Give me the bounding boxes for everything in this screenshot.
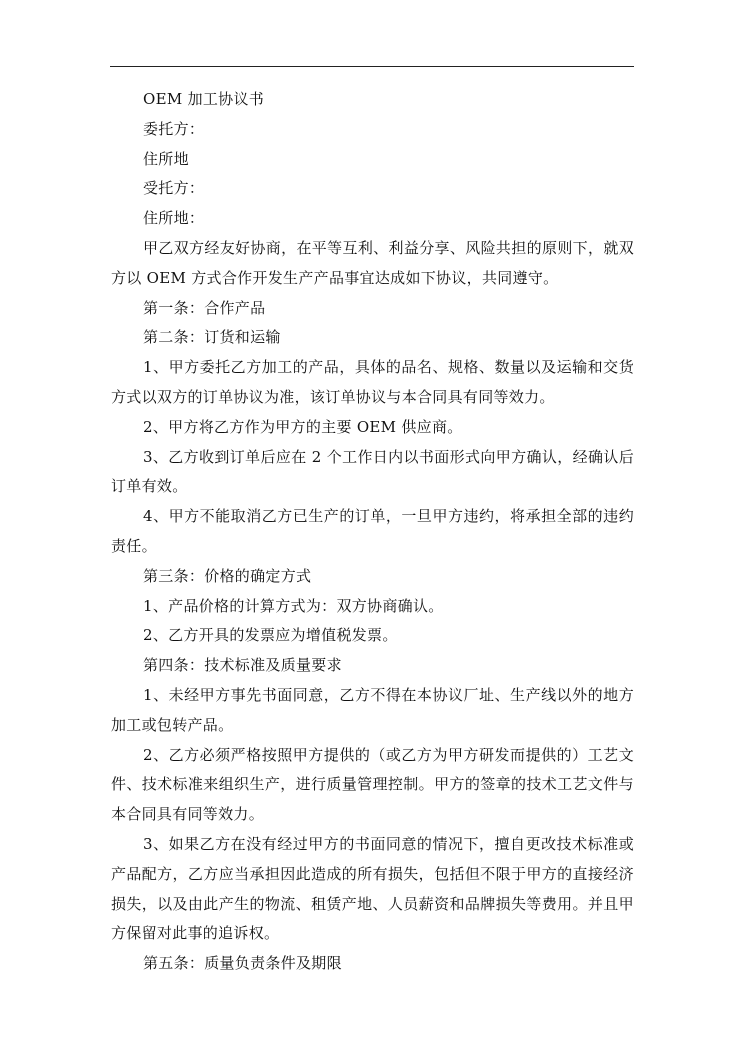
article-5-heading: 第五条：质量负责条件及期限 [143,954,342,973]
article-1-heading: 第一条：合作产品 [143,298,266,317]
article-4-clause-3: 3、如果乙方在没有经过甲方的书面同意的情况下，擅自更改技术标准或产品配方，乙方应当承担因此造成的所有损失，包括但不限于甲方的直接经济损失，以及由此产生的物流、租赁产地、人员薪资和品牌损失等费用。并且甲方保留对此事的追诉权。 [111,834,634,943]
article-4-heading: 第四条：技术标准及质量要求 [143,656,342,675]
article-2-heading: 第二条：订货和运输 [143,328,281,347]
preamble-paragraph: 甲乙双方经友好协商，在平等互利、利益分享、风险共担的原则下，就双方以 OEM 方式合作开发生产产品事宜达成如下协议，共同遵守。 [111,238,634,287]
document-body [111,85,634,979]
entrusted-party-label: 受托方： [143,179,205,198]
entrusted-party-address-label: 住所地： [143,209,205,228]
article-2-clause-2: 2、甲方将乙方作为甲方的主要 OEM 供应商。 [143,417,463,436]
document-title: OEM 加工协议书 [143,90,265,108]
entrusting-party-label: 委托方： [143,119,205,138]
entrusting-party-address-label: 住所地 [143,149,189,168]
article-4-clause-2: 2、乙方必须严格按照甲方提供的（或乙方为甲方研发而提供的）工艺文件、技术标准来组织生产，进行质量管理控制。甲方的签章的技术工艺文件与本合同具有同等效力。 [111,745,634,824]
article-3-clause-2: 2、乙方开具的发票应为增值税发票。 [143,626,398,645]
header-rule [110,66,634,67]
article-3-clause-1: 1、产品价格的计算方式为：双方协商确认。 [143,596,444,615]
article-2-clause-4: 4、甲方不能取消乙方已生产的订单，一旦甲方违约，将承担全部的违约责任。 [111,507,634,555]
article-2-clause-1: 1、甲方委托乙方加工的产品，具体的品名、规格、数量以及运输和交货方式以双方的订单协议为准，该订单协议与本合同具有同等效力。 [111,358,634,406]
article-2-clause-3: 3、乙方收到订单后应在 2 个工作日内以书面形式向甲方确认，经确认后订单有效。 [111,447,634,496]
article-4-clause-1: 1、未经甲方事先书面同意，乙方不得在本协议厂址、生产线以外的地方加工或包转产品。 [111,685,634,734]
article-3-heading: 第三条：价格的确定方式 [143,566,312,585]
